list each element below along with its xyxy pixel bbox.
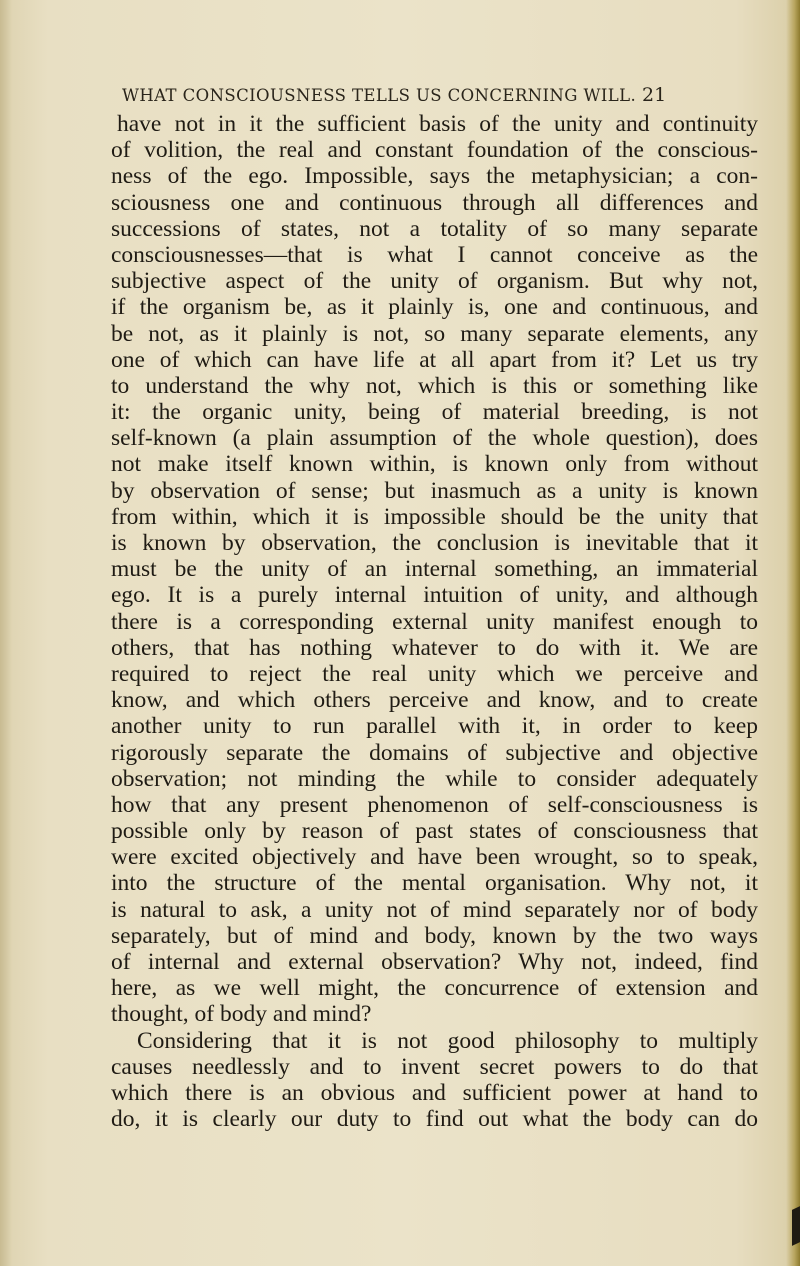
- text-line: there is a corresponding external unity manifest enough to: [111, 608, 758, 635]
- text-line: others, that has nothing whatever to do with it. We are: [111, 634, 758, 661]
- text-line: do, it is clearly our duty to find out what the body can do: [111, 1106, 758, 1133]
- text-line: how that any present phenomenon of self-consciousness is: [111, 791, 758, 818]
- text-line: must be the unity of an internal something, an immaterial: [111, 556, 758, 583]
- text-line: know, and which others perceive and know, and to create: [111, 687, 758, 714]
- text-line: subjective aspect of the unity of organism. But why not,: [111, 268, 758, 295]
- text-line: self-known (a plain assumption of the whole question), does: [111, 425, 758, 452]
- gutter-shadow: [0, 0, 12, 1266]
- text-line: of volition, the real and constant foundation of the conscious-: [111, 137, 758, 164]
- page-corner-mark: [792, 1206, 800, 1246]
- text-line: ego. It is a purely internal intuition of unity, and although: [111, 582, 758, 609]
- text-line: were excited objectively and have been wrought, so to speak,: [111, 844, 758, 871]
- text-line: have not in it the sufficient basis of the unity and continuity: [117, 111, 758, 137]
- running-title: WHAT CONSCIOUSNESS TELLS US CONCERNING WILL.: [122, 86, 637, 105]
- text-line: possible only by reason of past states of consciousness that: [111, 818, 758, 845]
- text-line: consciousnesses—that is what I cannot conceive as the: [111, 241, 758, 268]
- page-edge: [786, 0, 800, 1266]
- text-line: from within, which it is impossible should be the unity that: [111, 503, 758, 530]
- text-line: here, as we well might, the concurrence of extension and: [111, 975, 758, 1002]
- text-line: to understand the why not, which is this or something like: [111, 372, 758, 399]
- text-line: one of which can have life at all apart from it? Let us try: [111, 346, 758, 373]
- text-line: ness of the ego. Impossible, says the metaphysician; a con-: [111, 163, 758, 190]
- paragraph: [111, 111, 758, 1028]
- text-line: by observation of sense; but inasmuch as a unity is known: [111, 477, 758, 504]
- text-line: Considering that it is not good philosophy to multiply: [137, 1027, 758, 1054]
- text-line: which there is an obvious and sufficient power at hand to: [111, 1079, 758, 1106]
- running-header: [122, 84, 667, 106]
- text-line: rigorously separate the domains of subjective and objective: [111, 739, 758, 766]
- text-line: it: the organic unity, being of material breeding, is not: [111, 399, 758, 426]
- text-line: be not, as it plainly is not, so many separate elements, any: [111, 320, 758, 347]
- text-line: into the structure of the mental organisation. Why not, it: [111, 870, 758, 897]
- text-line: causes needlessly and to invent secret powers to do that: [111, 1053, 758, 1080]
- text-line: thought, of body and mind?: [111, 1001, 372, 1028]
- text-line: required to reject the real unity which we perceive and: [111, 660, 758, 687]
- text-line: separately, but of mind and body, known by the two ways: [111, 922, 758, 949]
- text-line: another unity to run parallel with it, in order to keep: [111, 713, 758, 740]
- text-line: of internal and external observation? Why not, indeed, find: [111, 949, 758, 975]
- text-line: if the organism be, as it plainly is, one and continuous, and: [111, 294, 758, 321]
- text-line: sciousness one and continuous through all differences and: [111, 189, 758, 216]
- text-line: is known by observation, the conclusion is inevitable that it: [111, 530, 758, 556]
- text-line: not make itself known within, is known only from without: [111, 451, 758, 478]
- text-line: is natural to ask, a unity not of mind separately nor of body: [111, 896, 758, 923]
- paragraph: [111, 1028, 758, 1133]
- page-number: 21: [642, 84, 667, 106]
- body-text: [111, 111, 758, 1132]
- text-line: observation; not minding the while to consider adequately: [111, 765, 758, 792]
- text-line: successions of states, not a totality of so many separate: [111, 215, 758, 242]
